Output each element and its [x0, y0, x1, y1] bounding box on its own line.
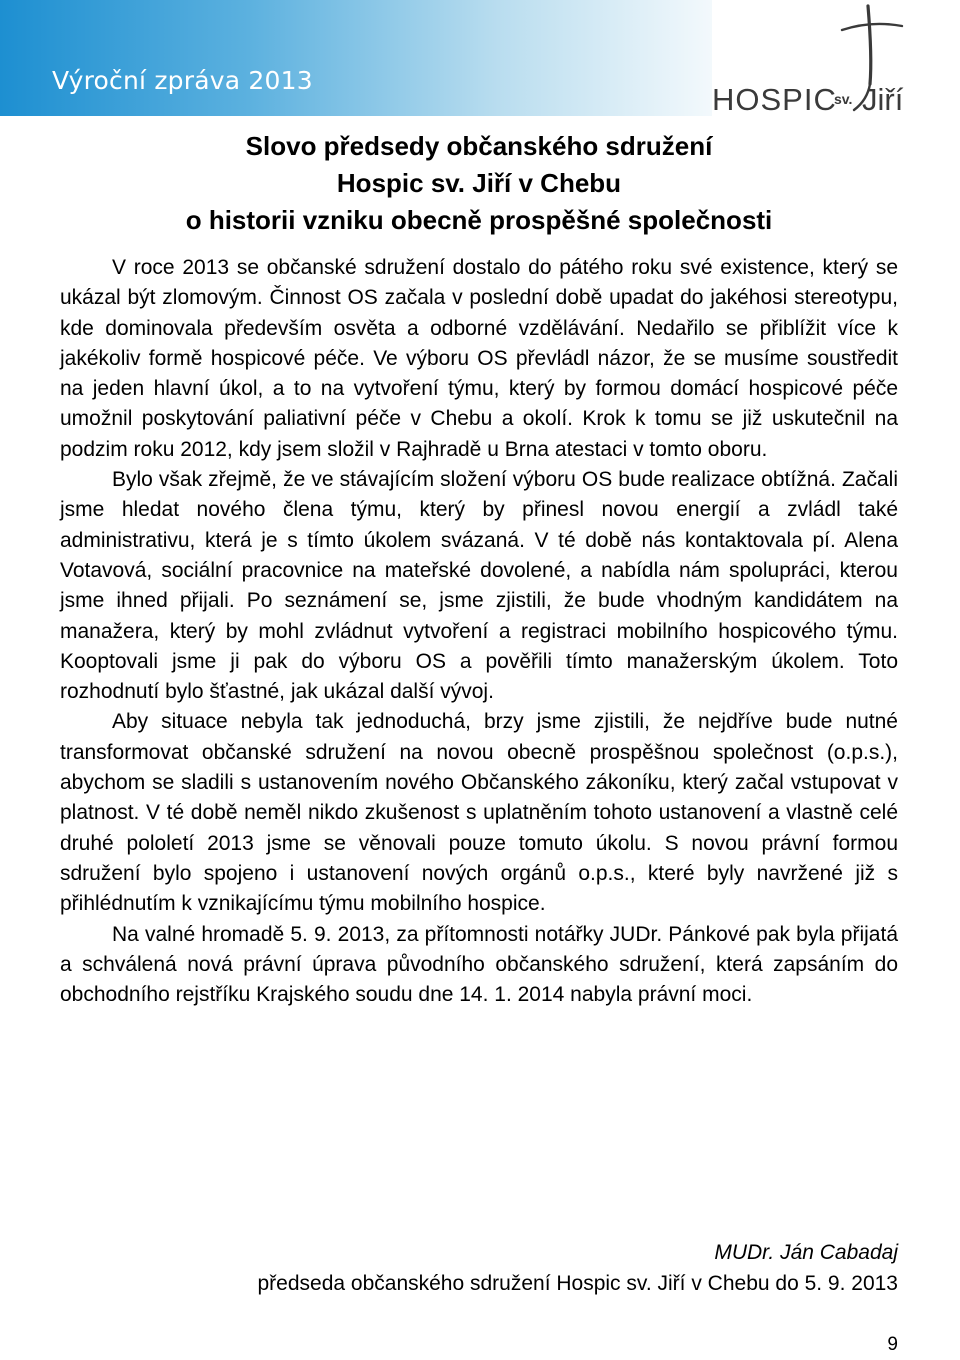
- logo-hospic-text: HOSPIC: [712, 82, 837, 117]
- hospic-logo: [712, 0, 960, 116]
- paragraph: V roce 2013 se občanské sdružení dostalo do pátého roku své existence, který se ukázal být zlomovým. Činnost OS začala v poslední době upadat do jakéhosi stereotypu, kde dominovala především osvěta a odborné vzdělávání. Nedařilo se přiblížit více k jakékoliv formě hospicové péče. Ve výboru OS převládl názor, že se musíme soustředit na jeden hlavní úkol, a to na vytvoření týmu, který by formou domácí hospicové péče umožnil poskytování paliativní péče v Chebu a okolí. Krok k tomu se již uskutečnil na podzim roku 2012, kdy jsem složil v Rajhradě u Brna atestaci v tomto oboru.: [60, 256, 898, 461]
- article-title: [60, 128, 898, 239]
- page-number: 9: [887, 1334, 898, 1355]
- title-line: Hospic sv. Jiří v Chebu: [336, 168, 622, 198]
- logo-sv-text: sv.: [834, 91, 853, 107]
- paragraph: Bylo však zřejmě, že ve stávajícím složení výboru OS bude realizace obtížná. Začali jsme hledat nového člena týmu, který by přinesl novou energií a zvládl také administrativu, která je s tímto úkolem svázaná. V té době nás kontaktovala pí. Alena Votavová, sociální pracovnice na mateřské dovolené, a nabídla nám spolupráci, kterou jsme ihned přijali. Po seznámení se, jsme zjistili, že bude vhodným kandidátem na manažera, který by mohl zvládnut vytvoření a registraci mobilního hospicového týmu. Kooptovali jsme ji pak do výboru OS a pověřili tímto manažerským úkolem. Toto rozhodnutí bylo šťastné, jak ukázal další vývoj.: [60, 468, 898, 704]
- signature-name: MUDr. Ján Cabadaj: [714, 1241, 898, 1264]
- title-line: o historii vzniku obecně prospěšné společnosti: [185, 205, 773, 235]
- title-line: Slovo předsedy občanského sdružení: [245, 131, 713, 161]
- logo-jiri-text: Jiří: [862, 82, 904, 117]
- signature-block: [60, 1237, 898, 1299]
- report-title: Výroční zpráva 2013: [52, 66, 313, 95]
- paragraph: Na valné hromadě 5. 9. 2013, za přítomnosti notářky JUDr. Pánkové pak byla přijatá a schválená nová právní úprava původního občanského sdružení, která zapsáním do obchodního rejstříku Krajského soudu dne 14. 1. 2014 nabyla právní moci.: [60, 922, 898, 1007]
- header-band: [0, 0, 712, 116]
- paragraph: Aby situace nebyla tak jednoduchá, brzy jsme zjistili, že nejdříve bude nutné transformovat občanské sdružení na novou obecně prospěšnou společnost (o.p.s.), abychom se sladili s ustanovením nového Občanského zákoníku, který začal vstupovat v platnost. V té době neměl nikdo zkušenost s uplatněním tohoto ustanovení a vlastně celé druhé pololetí 2013 jsme se věnovali pouze tomuto úkolu. S novou právní formou sdružení bylo spojeno i ustanovení nových orgánů o.p.s., které byly navržené již s přihlédnutím k vznikajícímu týmu mobilního hospice.: [60, 710, 898, 916]
- article-body: [60, 253, 898, 1010]
- signature-role: předseda občanského sdružení Hospic sv. Jiří v Chebu do 5. 9. 2013: [257, 1272, 898, 1295]
